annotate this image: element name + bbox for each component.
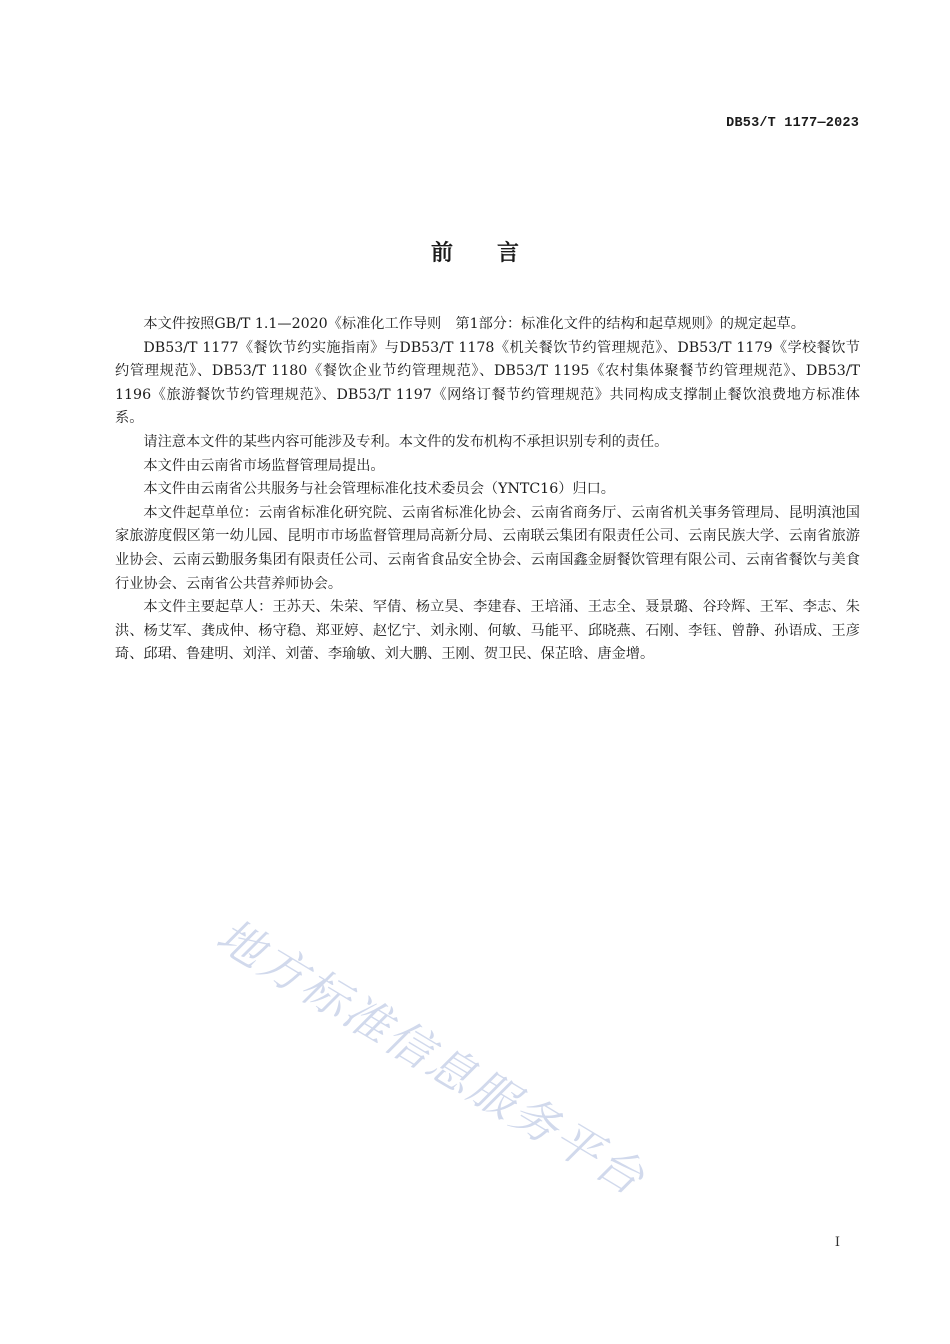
paragraph-drafting-units: 本文件起草单位：云南省标准化研究院、云南省标准化协会、云南省商务厅、云南省机关事务管理局、昆明滇池国家旅游度假区第一幼儿园、昆明市市场监督管理局高新分局、云南联云集团有限责任公司、云南民族大学、云南省旅游业协会、云南云勤服务集团有限责任公司、云南省食品安全协会、云南国鑫金厨餐饮管理有限公司、云南省餐饮与美食行业协会、云南省公共营养师协会。 xyxy=(115,504,860,592)
title-char-1: 前 xyxy=(430,241,453,266)
paragraph-drafting-rules: 本文件按照GB/T 1.1—2020《标准化工作导则 第1部分：标准化文件的结构和起草规则》的规定起草。 xyxy=(143,316,805,332)
page-number: I xyxy=(834,1235,840,1250)
paragraph-technical-committee: 本文件由云南省公共服务与社会管理标准化技术委员会（YNTC16）归口。 xyxy=(143,481,615,498)
paragraph-drafters: 本文件主要起草人：王苏天、朱荣、罕倩、杨立昊、李建春、王培涌、王志全、聂景璐、谷玲辉、王军、李志、朱洪、杨艾军、龚成仲、杨守稳、郑亚婷、赵忆宁、刘永刚、何敏、马能平、邱晓燕、石刚、李钰、曾静、孙语成、王彦琦、邱珺、鲁建明、刘洋、刘蕾、李瑜敏、刘大鹏、王刚、贺卫民、保芷晗、唐金增。 xyxy=(115,599,860,663)
standard-number: DB53/T 1177—2023 xyxy=(726,116,859,131)
paragraph-patent-notice: 请注意本文件的某些内容可能涉及专利。本文件的发布机构不承担识别专利的责任。 xyxy=(143,433,669,450)
paragraph-standard-system: DB53/T 1177《餐饮节约实施指南》与DB53/T 1178《机关餐饮节约管理规范》、DB53/T 1179《学校餐饮节约管理规范》、DB53/T 1180《餐饮企业节约管理规范》、DB53/T 1195《农村集体聚餐节约管理规范》、DB53/T 1196《旅游餐饮节约管理规范》、DB53/T 1197《网络订餐节约管理规范》共同构成支撑制止餐饮浪费地方标准体系。 xyxy=(115,339,860,427)
foreword-body xyxy=(115,313,860,667)
paragraph-proposer: 本文件由云南省市场监督管理局提出。 xyxy=(143,457,385,474)
page-title xyxy=(0,236,950,267)
watermark: 地方标准信息服务平台 xyxy=(207,907,656,1207)
title-char-2: 言 xyxy=(497,241,520,266)
